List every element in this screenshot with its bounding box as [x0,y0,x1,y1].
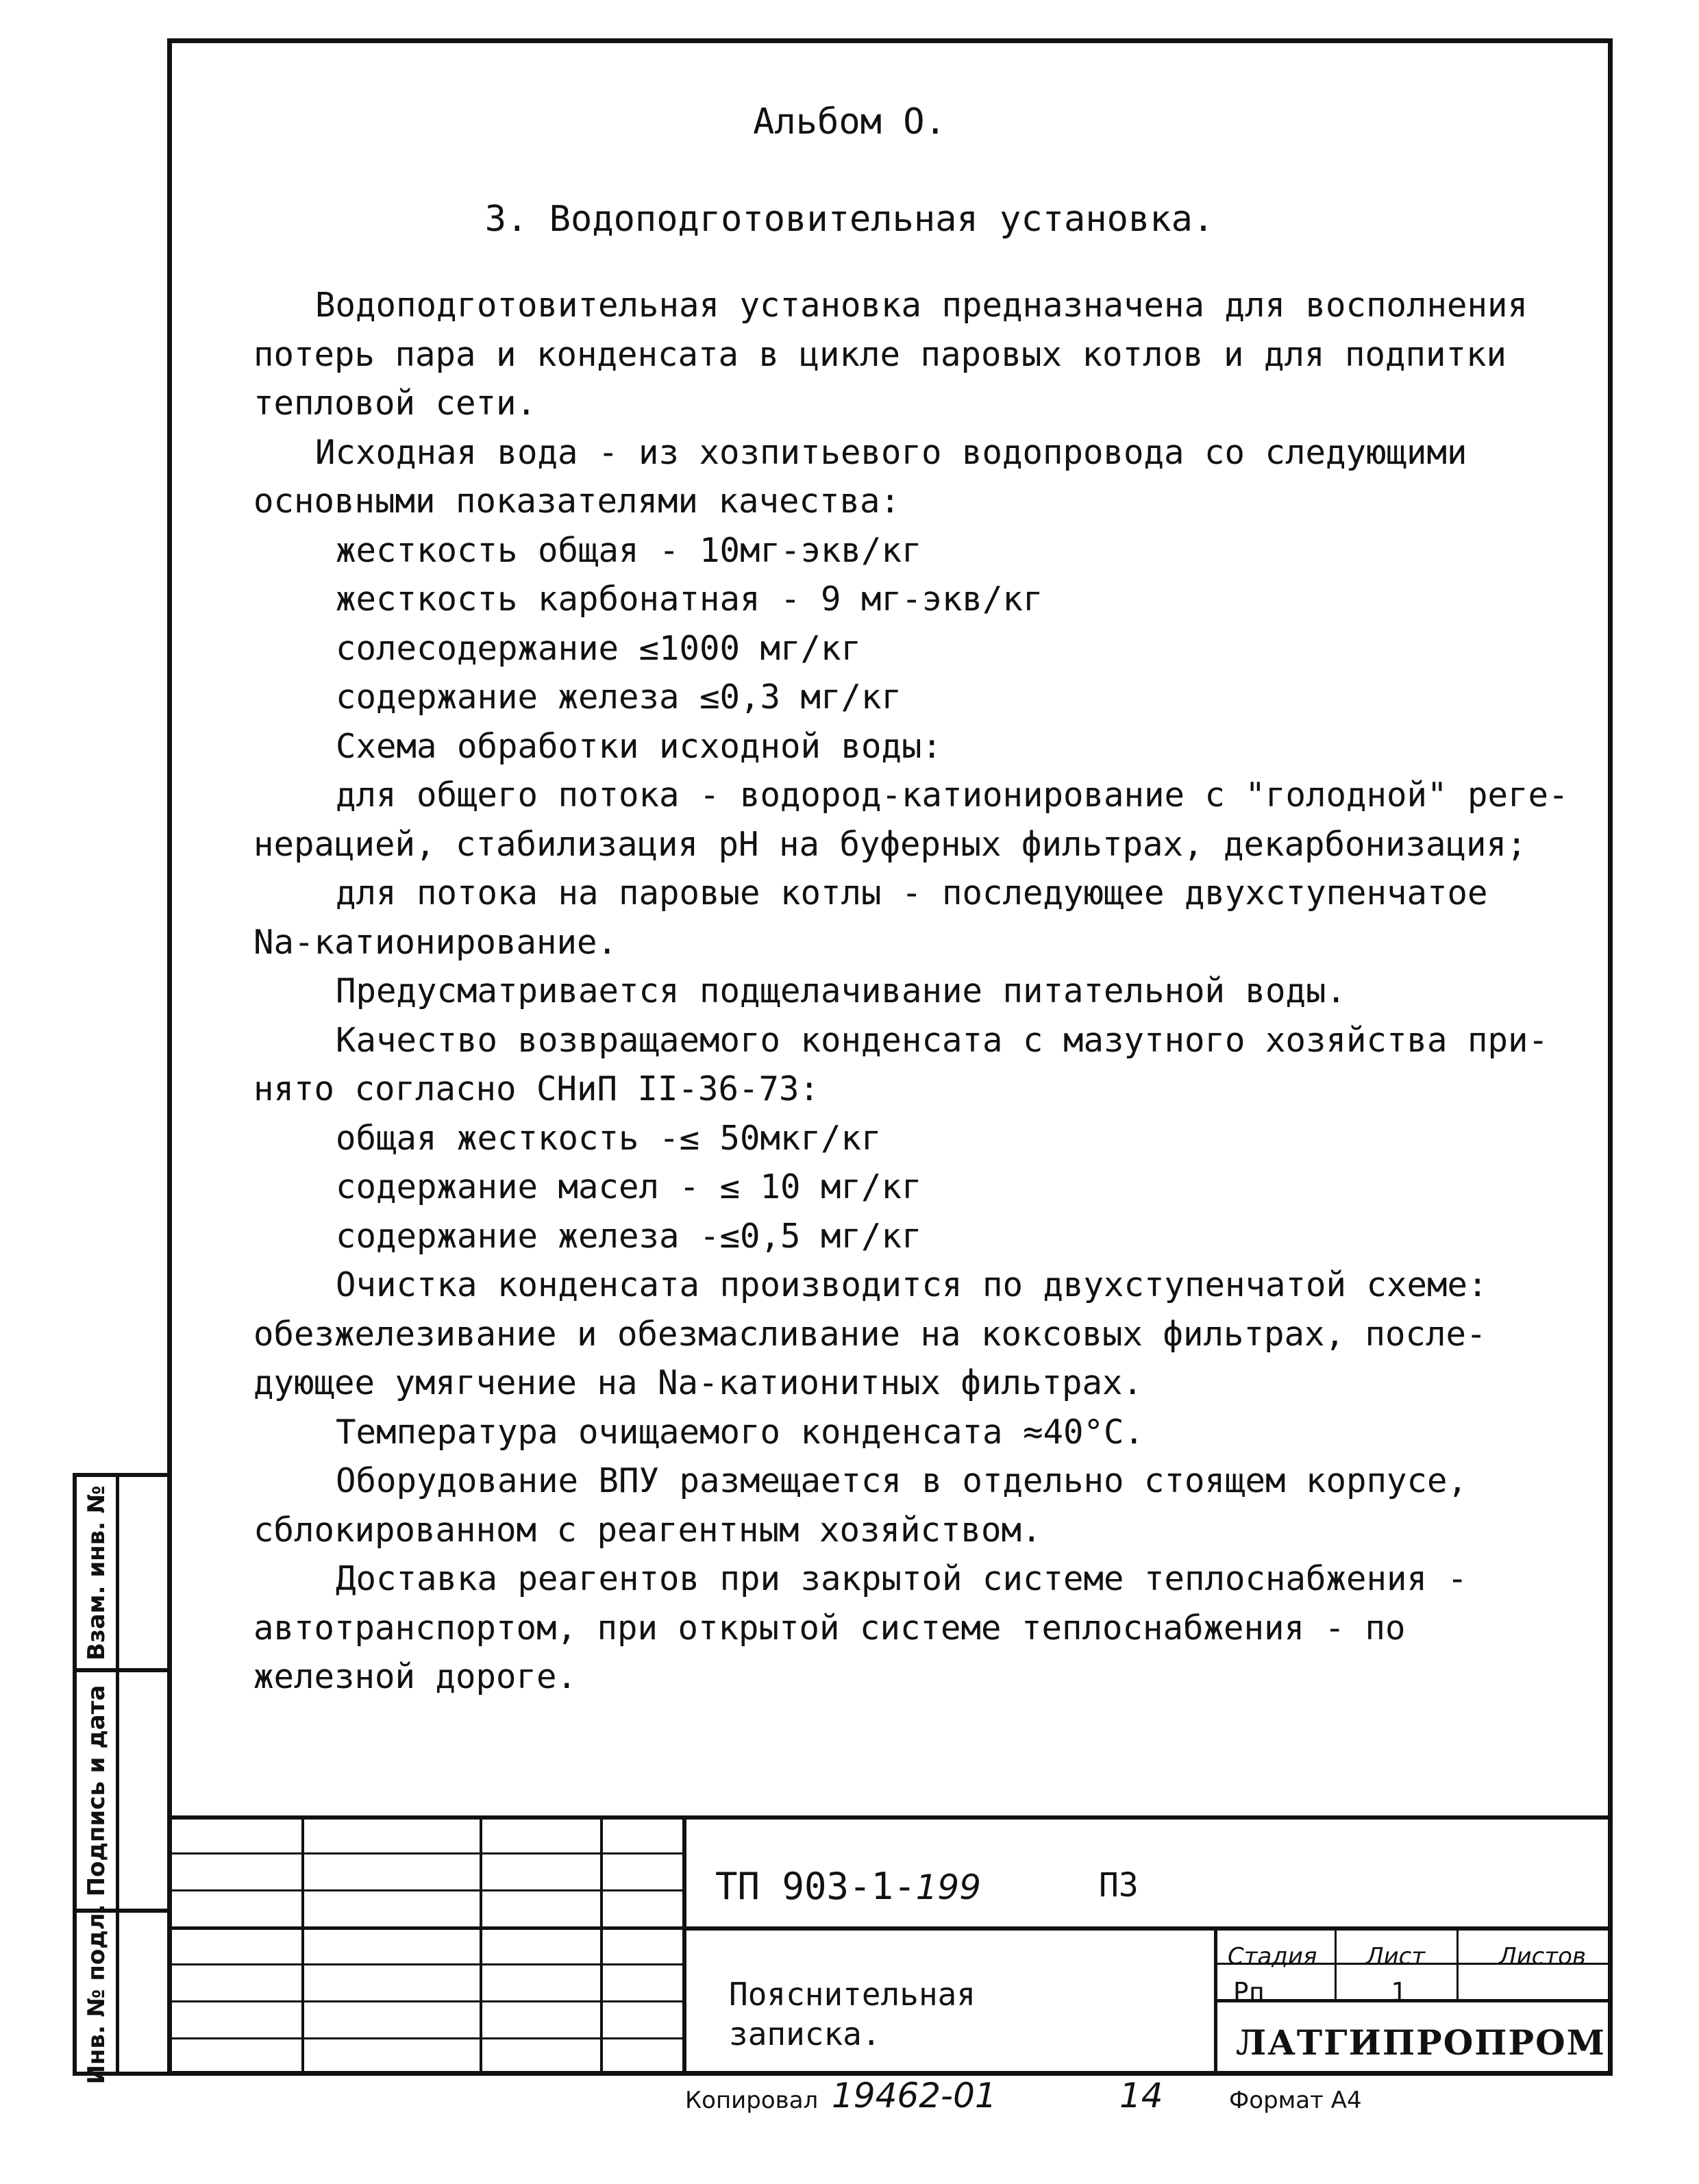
tb-vline [480,1815,482,2076]
text-line: содержание железа ≤0,3 мг/кг [336,678,902,717]
tb-hline [167,1963,682,1965]
inv-vzam-cell [77,1477,119,1668]
text-line: Качество возвращаемого конденсата с мазутного хозяйства при- [336,1020,1549,1060]
text-line: потерь пара и конденсата в цикле паровых котлов и для подпитки [253,334,1507,374]
sign-date-cell [77,1672,119,1909]
text-line: общая жесткость -≤ 50мкг/кг [336,1118,882,1158]
title-block [167,1815,1613,2076]
tb-hline [167,2037,682,2039]
text-line: автотранспортом, при открытой системе теплоснабжения - по [253,1608,1406,1648]
tb-organization: ЛАТГИПРОПРОМ [1236,2022,1606,2063]
tb-vline [682,1815,686,2076]
tb-doc-name-line1: Пояснительная [729,1976,976,2013]
footer-copied-value: 19462-01 [832,2076,997,2115]
tb-hline [167,2000,682,2002]
inv-vzam-label: Взам. инв. № [82,1485,110,1661]
text-line: содержание масел - ≤ 10 мг/кг [336,1167,922,1206]
tb-doc-mark: ПЗ [1099,1866,1139,1904]
text-line: Предусматривается подщелачивание питательной воды. [336,971,1347,1010]
tb-code [715,1865,981,1908]
text-line: содержание железа -≤0,5 мг/кг [336,1216,922,1256]
text-line: обезжелезивание и обезмасливание на коксовых фильтрах, после- [253,1314,1487,1354]
text-line: Na-катионирование. [253,922,618,962]
text-line: основными показателями качества: [253,482,901,521]
text-line: солесодержание ≤1000 мг/кг [336,628,862,668]
inv-podl-label: Инв. № подл. [82,1904,110,2085]
tb-vline [600,1815,603,2076]
tb-stage-value: Рп [1233,1977,1265,2007]
section-heading: 3. Водоподготовительная установка. [484,199,1215,240]
text-line: для потока на паровые котлы - последующее двухступенчатое [336,873,1488,913]
tb-top-line [167,1815,1613,1820]
body-text [253,281,1589,1702]
tb-sheets-header: Листов [1499,1943,1587,1970]
tb-hline [167,1926,682,1930]
text-line: Доставка реагентов при закрытой системе теплоснабжения - [336,1559,1468,1598]
tb-code-print: ТП 903-1- [715,1865,916,1908]
footer-copied-label: Копировал [685,2087,819,2114]
text-line: дующее умягчение на Na-катионитных фильтрах. [253,1363,1143,1402]
inv-podl-cell [77,1904,119,2085]
text-line: Схема обработки исходной воды: [336,726,943,766]
text-line: жесткость общая - 10мг-экв/кг [336,530,922,570]
tb-stage-header: Стадия [1228,1943,1317,1970]
tb-hline [1214,1999,1613,2002]
tb-hline [167,1889,682,1891]
tb-hline [682,1926,1613,1931]
tb-doc-name [729,1974,976,2054]
tb-hline [167,1852,682,1854]
tb-vline [1456,1926,1459,2000]
text-line: Оборудование ВПУ размещается в отдельно стоящем корпусе, [336,1461,1468,1500]
text-line: нерацией, стабилизация pH на буферных фильтрах, декарбонизация; [253,824,1527,864]
tb-vline [301,1815,304,2076]
text-line: Водоподготовительная установка предназначена для восполнения [315,286,1528,325]
tb-vline [1335,1926,1337,2000]
tb-sheet-header: Лист [1366,1943,1426,1970]
sign-date-label: Подпись и дата [82,1685,110,1896]
album-title: Альбом О. [753,101,946,142]
text-line: Температура очищаемого конденсата ≈40°С. [336,1412,1145,1452]
tb-code-handwritten: 199 [915,1867,982,1907]
text-line: нято согласно СНиП II-36-73: [253,1069,820,1108]
text-line: для общего потока - водород-катионирование с "голодной" реге- [336,775,1569,815]
tb-sheet-value: 1 [1391,1977,1406,2007]
footer-number: 14 [1119,2076,1163,2115]
footer-format: Формат А4 [1229,2087,1362,2114]
text-line: Очистка конденсата производится по двухступенчатой схеме: [336,1265,1488,1304]
text-line: жесткость карбонатная - 9 мг-экв/кг [336,580,1043,619]
tb-doc-name-line2: записка. [729,2015,881,2052]
text-line: тепловой сети. [253,384,537,423]
side-stamp [73,1473,167,2085]
text-line: Исходная вода - из хозпитьевого водопровода со следующими [315,432,1467,472]
text-line: железной дороге. [253,1657,578,1696]
text-line: сблокированном с реагентным хозяйством. [253,1510,1042,1550]
